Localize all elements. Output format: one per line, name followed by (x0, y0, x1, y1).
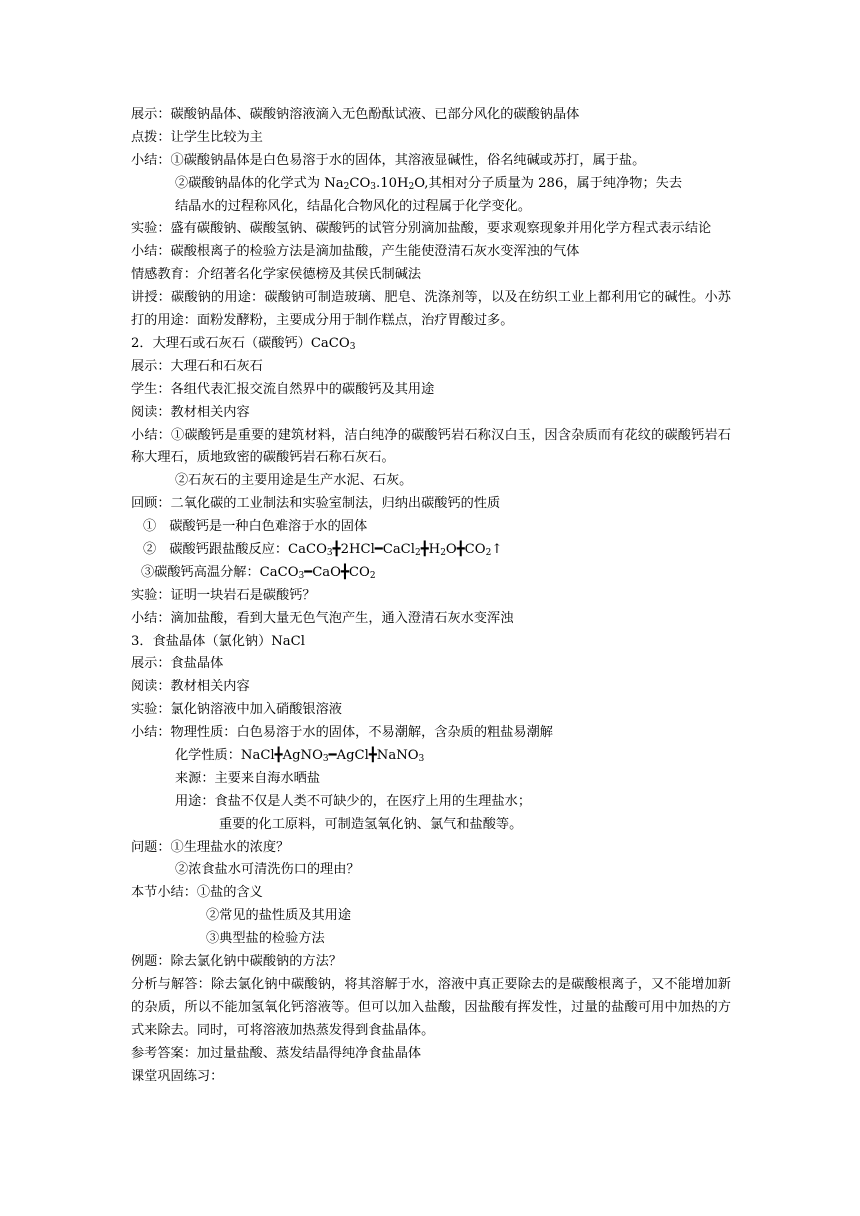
text-line: 问题：①生理盐水的浓度？ (131, 839, 290, 855)
text-line: ②浓食盐水可清洗伤口的理由？ (175, 862, 360, 878)
text-line: 实验：证明一块岩石是碳酸钙？ (131, 587, 316, 603)
text-line: 情感教育：介绍著名化学家侯德榜及其侯氏制碱法 (131, 267, 422, 283)
text-line: 实验：氯化钠溶液中加入硝酸银溶液 (131, 702, 342, 718)
text-line-equation: ② 碳酸钙跟盐酸反应：$CaCO_3╋2HCl━CaCl_2╋H_2O╋CO_2↑$ (143, 542, 503, 558)
text-line: 展示：碳酸钠晶体、碳酸钠溶液滴入无色酚酞试液、已部分风化的碳酸钠晶体 (131, 107, 580, 122)
text-line-equation: ③碳酸钙高温分解：$CaCO_3━CaO╋CO_2$ (141, 564, 376, 581)
text-line: 用途：食盐不仅是人类不可缺少的，在医疗上用的生理盐水； (175, 793, 532, 809)
text-line: 小结：物理性质：白色易溶于水的固体，不易潮解，含杂质的粗盐易潮解 (131, 725, 553, 741)
text-line: 重要的化工原料，可制造氢氧化钠、氯气和盐酸等。 (219, 816, 523, 832)
text-paragraph: 讲授：碳酸钠的用途：碳酸钠可制造玻璃、肥皂、洗涤剂等，以及在纺织工业上都利用它的碱性。小苏打的用途：面粉发酵粉，主要成分用于制作糕点，治疗胃酸过多。 (131, 290, 731, 329)
text-line-formula: ②碳酸钠晶体的化学式为 $Na_2CO_3.10H_2O$,其相对分子质量为 286，属于纯净物；失去 (175, 175, 683, 192)
section-heading: 2．大理石或石灰石（碳酸钙）CaCO$_3$ (131, 335, 356, 352)
text-line: 阅读：教材相关内容 (131, 404, 250, 420)
text-line: ① 碳酸钙是一种白色难溶于水的固体 (143, 519, 368, 535)
text-line: 课堂巩固练习： (131, 1068, 224, 1084)
text-line: 点拨：让学生比较为主 (131, 129, 263, 145)
text-paragraph: 小结：①碳酸钙是重要的建筑材料，洁白纯净的碳酸钙岩石称汉白玉，因含杂质而有花纹的碳酸钙岩石称大理石，质地致密的碳酸钙岩石称石灰石。 (131, 427, 731, 466)
text-line: 小结：滴加盐酸，看到大量无色气泡产生，通入澄清石灰水变浑浊 (131, 610, 514, 626)
document-body (131, 104, 731, 1088)
text-line: ②石灰石的主要用途是生产水泥、石灰。 (175, 473, 413, 489)
text-line: 来源：主要来自海水晒盐 (175, 770, 321, 786)
text-line: 小结：①碳酸钠晶体是白色易溶于水的固体，其溶液显碱性，俗名纯碱或苏打，属于盐。 (131, 152, 646, 168)
text-line: 学生：各组代表汇报交流自然界中的碳酸钙及其用途 (131, 381, 435, 397)
text-line: 回顾：二氧化碳的工业制法和实验室制法，归纳出碳酸钙的性质 (131, 496, 501, 512)
text-line-equation: 化学性质：NaCl╋AgNO$_3$━AgCl╋NaNO$_3$ (175, 748, 425, 765)
text-paragraph: 实验：盛有碳酸钠、碳酸氢钠、碳酸钙的试管分别滴加盐酸，要求观察现象并用化学方程式表示结论 (131, 221, 712, 237)
text-line: 本节小结：①盐的含义 (131, 885, 263, 901)
text-line: 阅读：教材相关内容 (131, 679, 250, 695)
text-line: 展示：食盐晶体 (131, 656, 224, 672)
text-line: ②常见的盐性质及其用途 (206, 908, 352, 924)
text-line: 参考答案：加过量盐酸、蒸发结晶得纯净食盐晶体 (131, 1045, 422, 1061)
text-line: 结晶水的过程称风化，结晶化合物风化的过程属于化学变化。 (175, 198, 532, 214)
section-heading: 3．食盐晶体（氯化钠）NaCl (131, 633, 305, 649)
text-paragraph: 分析与解答：除去氯化钠中碳酸钠，将其溶解于水，溶液中真正要除去的是碳酸根离子，又不能增加新的杂质，所以不能加氢氧化钙溶液等。但可以加入盐酸，因盐酸有挥发性，过量的盐酸可用中加热的方式来除去。同时，可将溶液加热蒸发得到食盐晶体。 (131, 976, 731, 1038)
text-line: ③典型盐的检验方法 (206, 931, 325, 947)
text-line: 例题：除去氯化钠中碳酸钠的方法？ (131, 954, 342, 970)
text-line: 展示：大理石和石灰石 (131, 358, 263, 374)
text-line: 小结：碳酸根离子的检验方法是滴加盐酸，产生能使澄清石灰水变浑浊的气体 (131, 244, 580, 260)
